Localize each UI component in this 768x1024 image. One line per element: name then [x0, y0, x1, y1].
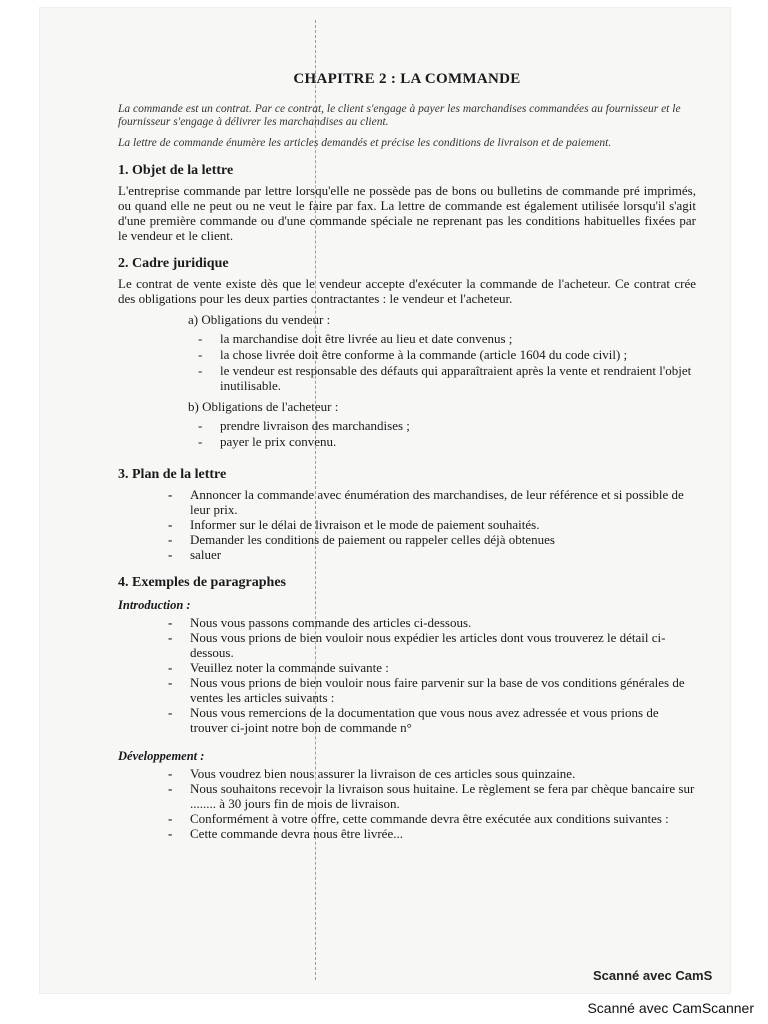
section-1-title: 1. Objet de la lettre [118, 163, 234, 178]
list-item: - Nous vous prions de bien vouloir nous faire parvenir sur la base de vos conditions générales de ventes les articles suivants : [190, 675, 696, 705]
section-2a-title: a) Obligations du vendeur : [188, 312, 331, 327]
list-item: - Demander les conditions de paiement ou rappeler celles déjà obtenues [190, 532, 696, 547]
list-item: - Veuillez noter la commande suivante : [190, 660, 696, 675]
page-title: CHAPITRE 2 : LA COMMANDE [293, 71, 521, 87]
list-item: - la chose livrée doit être conforme à la commande (article 1604 du code civil) ; [220, 347, 696, 362]
list-item: - Nous vous remercions de la documentation que vous nous avez adressée et vous prions de trouver ci-joint notre bon de commande n° [190, 705, 696, 735]
section-2b-title: b) Obligations de l'acheteur : [188, 399, 339, 414]
intro-paragraph-1: La commande est un contrat. Par ce contrat, le client s'engage à payer les marchandises commandées au fournisseur et le fournisseur s'engage à délivrer les marchandises au client. [118, 103, 681, 128]
list-item: - la marchandise doit être livrée au lieu et date convenus ; [220, 331, 696, 346]
developpement-label: Développement : [118, 749, 205, 763]
section-4-title: 4. Exemples de paragraphes [118, 575, 286, 590]
section-2b-list [118, 418, 696, 449]
list-item: - saluer [190, 547, 696, 562]
section-2-body: Le contrat de vente existe dès que le vendeur accepte d'exécuter la commande de l'acheteur. Ce contrat crée des obligations pour les deux parties contractantes : le vendeur et l'acheteur. [118, 276, 696, 306]
list-item: - payer le prix convenu. [220, 434, 696, 449]
scan-watermark-footer: Scanné avec CamScanner [587, 1000, 754, 1016]
list-item: - Informer sur le délai de livraison et le mode de paiement souhaités. [190, 517, 696, 532]
section-1-body: L'entreprise commande par lettre lorsqu'elle ne possède pas de bons ou bulletins de commande pré imprimés, ou quand elle ne peut ou ne veut le faire par fax. La lettre de commande est également utilisée lorsqu'il s'agit d'une première commande ou d'une commande spéciale ne reprenant pas les conditions habituelles fixées par le vendeur et le client. [118, 183, 696, 243]
section-3-title: 3. Plan de la lettre [118, 467, 227, 482]
list-item: - Cette commande devra nous être livrée... [190, 826, 696, 841]
section-2-title: 2. Cadre juridique [118, 256, 229, 271]
list-item: - prendre livraison des marchandises ; [220, 418, 696, 433]
scan-watermark-inner: Scanné avec CamS [593, 968, 713, 983]
section-2a-list [118, 331, 696, 393]
list-item: - Annoncer la commande avec énumération des marchandises, de leur référence et si possible de leur prix. [190, 487, 696, 517]
introduction-list [118, 615, 696, 735]
list-item: - Conformément à votre offre, cette commande devra être exécutée aux conditions suivantes : [190, 811, 696, 826]
list-item: - Nous souhaitons recevoir la livraison sous huitaine. Le règlement se fera par chèque bancaire sur ........ à 30 jours fin de mois de livraison. [190, 781, 696, 811]
list-item: - Nous vous passons commande des articles ci-dessous. [190, 615, 696, 630]
document-content [118, 72, 696, 841]
introduction-label: Introduction : [118, 598, 191, 612]
section-3-list [118, 487, 696, 562]
list-item: - Nous vous prions de bien vouloir nous expédier les articles dont vous trouverez le détail ci-dessous. [190, 630, 696, 660]
intro-paragraph-2: La lettre de commande énumère les articles demandés et précise les conditions de livraison et de paiement. [118, 137, 612, 149]
list-item: - Vous voudrez bien nous assurer la livraison de ces articles sous quinzaine. [190, 766, 696, 781]
developpement-list [118, 766, 696, 841]
list-item: - le vendeur est responsable des défauts qui apparaîtraient après la vente et rendraient l'objet inutilisable. [220, 363, 696, 393]
